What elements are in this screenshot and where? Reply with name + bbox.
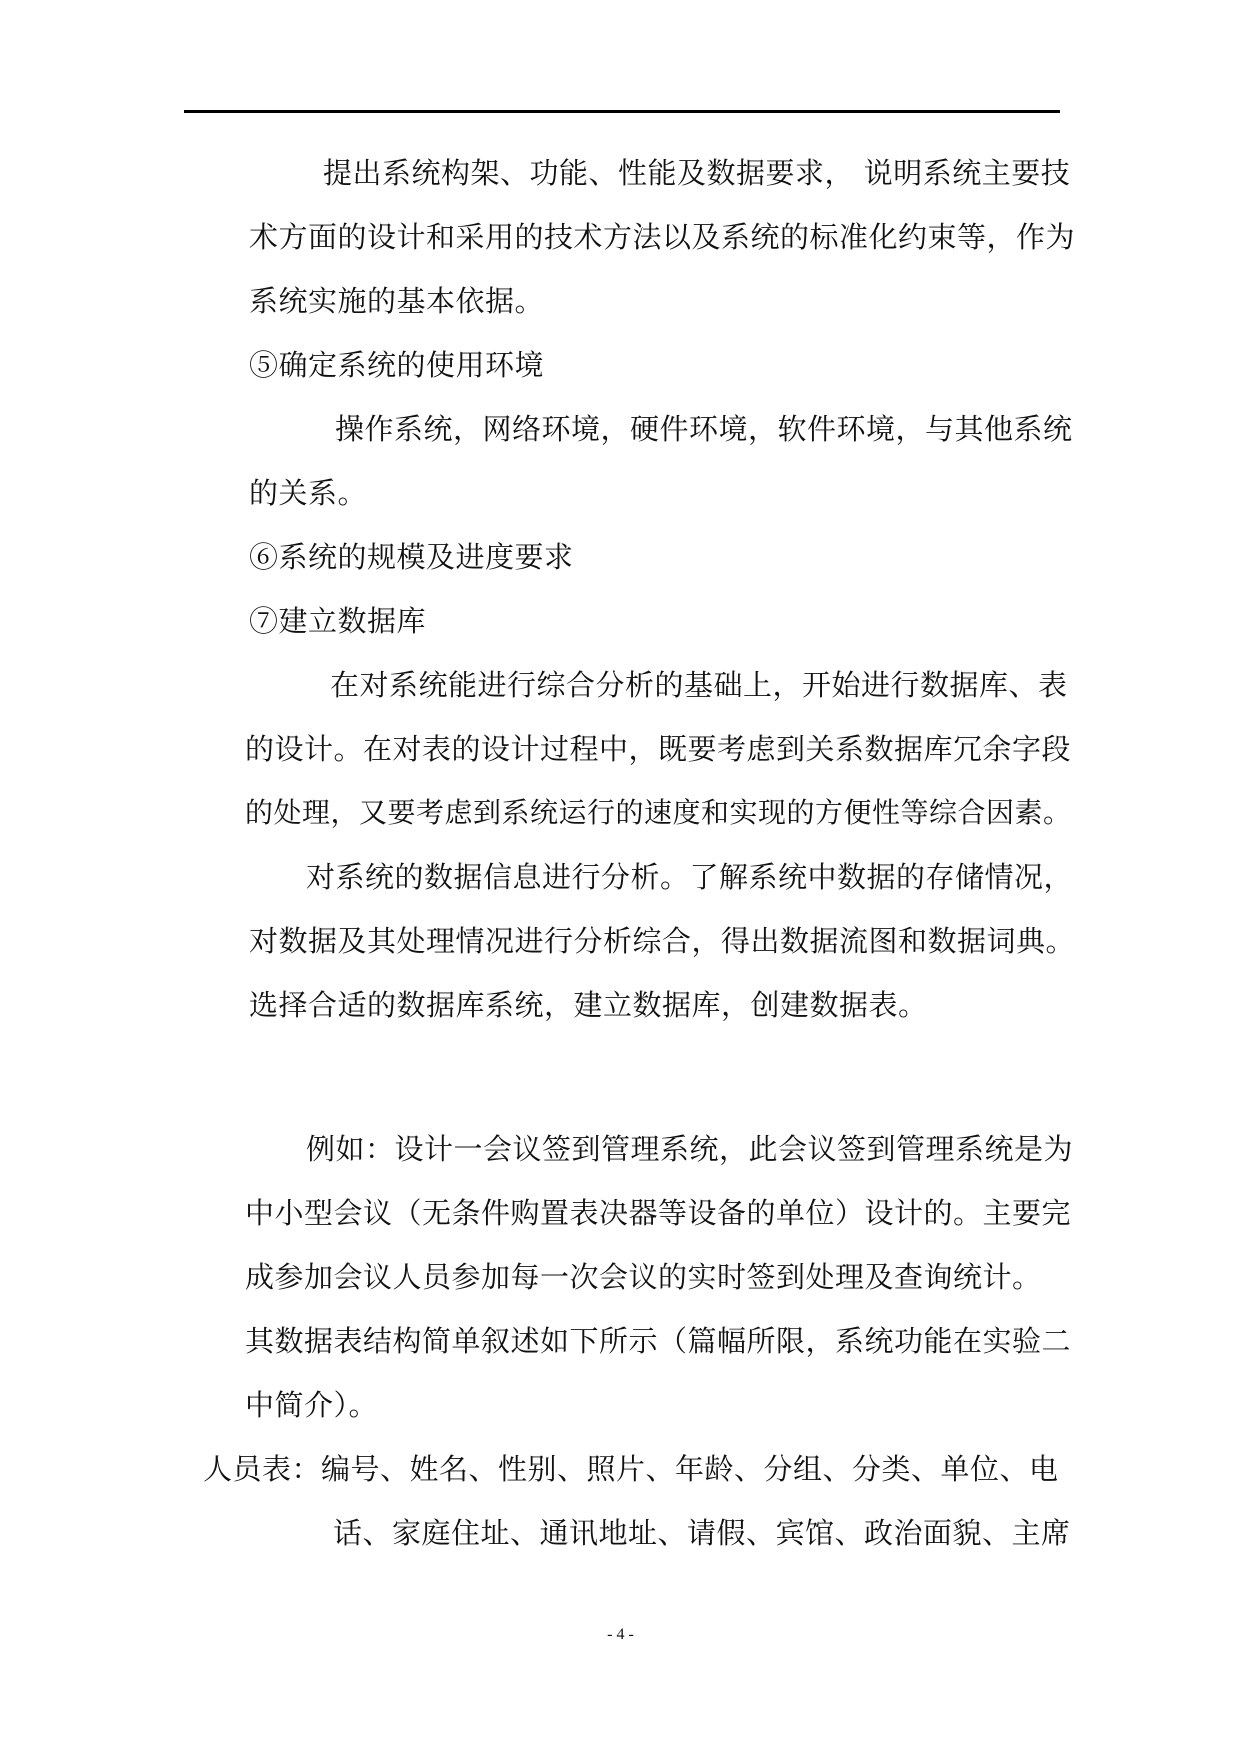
text-line: 中简介）。 (245, 1388, 379, 1422)
page-number: - 4 - (607, 1626, 634, 1643)
text-line: 操作系统，网络环境，硬件环境，软件环境，与其他系统 (335, 412, 1073, 446)
text-line: 其数据表结构简单叙述如下所示（篇幅所限，系统功能在实验二 (245, 1324, 1072, 1358)
section-heading: ⑦建立数据库 (249, 604, 427, 638)
text-line: 在对系统能进行综合分析的基础上，开始进行数据库、表 (330, 668, 1068, 702)
text-line: 的处理，又要考虑到系统运行的速度和实现的方便性等综合因素。 (245, 796, 1072, 829)
header-rule (184, 110, 1060, 113)
text-line: 系统实施的基本依据。 (249, 284, 545, 318)
text-line: 对系统的数据信息进行分析。了解系统中数据的存储情况， (306, 860, 1074, 894)
text-line: 例如：设计一会议签到管理系统，此会议签到管理系统是为 (306, 1132, 1074, 1166)
text-line: 话、家庭住址、通讯地址、请假、宾馆、政治面貌、主席 (333, 1516, 1071, 1550)
text-line: 提出系统构架、功能、性能及数据要求， 说明系统主要技 (323, 156, 1071, 190)
text-line: 的关系。 (249, 476, 368, 510)
section-heading: ⑥系统的规模及进度要求 (249, 540, 574, 574)
text-line: 成参加会议人员参加每一次会议的实时签到处理及查询统计。 (245, 1260, 1042, 1294)
section-heading: ⑤确定系统的使用环境 (249, 348, 545, 382)
text-line: 选择合适的数据库系统，建立数据库，创建数据表。 (249, 988, 928, 1022)
text-line: 对数据及其处理情况进行分析综合，得出数据流图和数据词典。 (249, 924, 1076, 958)
text-line: 的设计。在对表的设计过程中，既要考虑到关系数据库冗余字段 (245, 732, 1072, 766)
text-line: 人员表：编号、姓名、性别、照片、年龄、分组、分类、单位、电 (203, 1452, 1059, 1486)
text-line: 术方面的设计和采用的技术方法以及系统的标准化约束等，作为 (249, 220, 1076, 254)
text-line: 中小型会议（无条件购置表决器等设备的单位）设计的。主要完 (245, 1196, 1072, 1230)
